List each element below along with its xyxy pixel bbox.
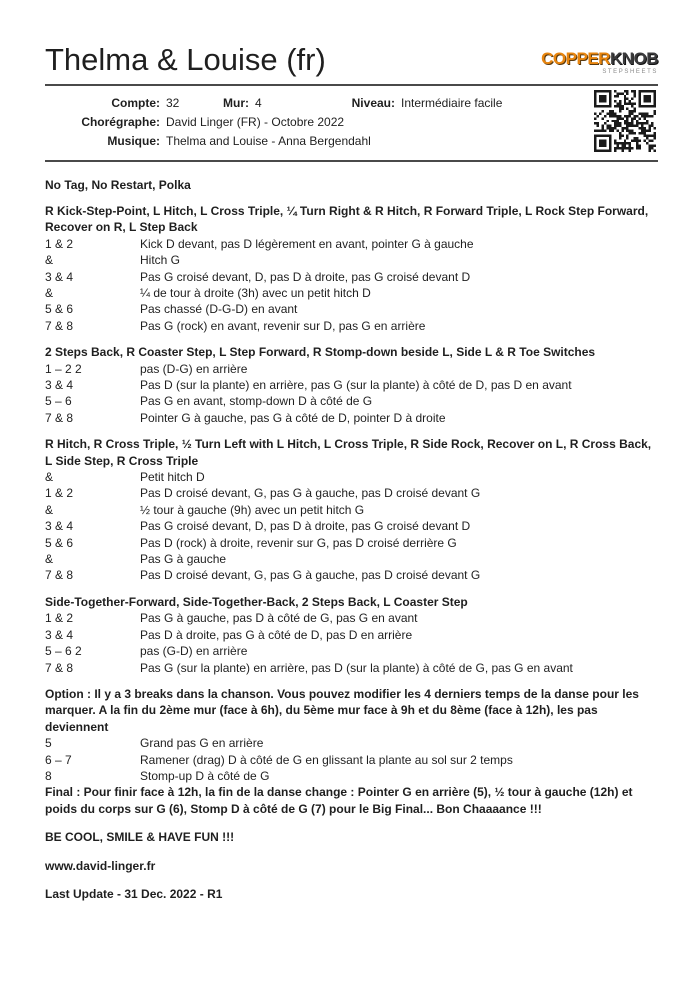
logo-copper-text: COPPER <box>541 48 610 68</box>
step-row <box>45 535 658 551</box>
step-text: Pas D croisé devant, G, pas G à gauche, pas D croisé devant G <box>140 486 481 501</box>
step-text: Pas G croisé devant, D, pas D à droite, pas G croisé devant D <box>140 269 471 284</box>
option-section <box>45 686 658 784</box>
music-value: Thelma and Louise - Anna Bergendahl <box>166 133 371 148</box>
step-text: Pas G en avant, stomp-down D à côté de G <box>140 394 373 409</box>
step-text: ½ tour à gauche (9h) avec un petit hitch G <box>140 502 365 517</box>
step-text: Pas G croisé devant, D, pas D à droite, pas G croisé devant D <box>140 519 471 534</box>
step-count: 6 – 7 <box>45 752 72 767</box>
section-4 <box>45 594 658 676</box>
section-2 <box>45 344 658 426</box>
count-value: 32 <box>166 95 180 110</box>
logo-knob-text: KNOB <box>609 48 658 68</box>
choreographer-value: David Linger (FR) - Octobre 2022 <box>166 114 345 129</box>
last-update-line: Last Update - 31 Dec. 2022 - R1 <box>45 886 223 901</box>
section-heading: R Kick-Step-Point, L Hitch, L Cross Triple, ¼ Turn Right & R Hitch, R Forward Triple, L Rock Step Forward, Recover on R, L Step Back <box>45 203 649 235</box>
step-count: 3 & 4 <box>45 519 74 534</box>
step-count: & <box>45 552 54 567</box>
step-text: Petit hitch D <box>140 470 205 485</box>
step-text: Pas G (sur la plante) en arrière, pas D (sur la plante) à côté de G, pas G en avant <box>140 660 573 675</box>
copperknob-logo-text <box>541 50 658 67</box>
count-label: Compte: <box>111 95 160 110</box>
step-count: & <box>45 285 54 300</box>
step-count: 8 <box>45 768 52 783</box>
step-row <box>45 361 658 377</box>
step-text: Pas chassé (D-G-D) en avant <box>140 302 298 317</box>
page-title: Thelma & Louise (fr) <box>45 42 326 77</box>
step-row <box>45 551 658 567</box>
wall-value: 4 <box>255 95 262 110</box>
step-count: 3 & 4 <box>45 378 74 393</box>
step-text: Pas D à droite, pas G à côté de D, pas D en arrière <box>140 627 413 642</box>
header-divider-bottom <box>45 160 658 162</box>
website-url: www.david-linger.fr <box>45 858 156 873</box>
step-text: pas (D-G) en arrière <box>140 361 248 376</box>
step-row <box>45 643 658 659</box>
step-count: 1 & 2 <box>45 236 74 251</box>
step-text: Pointer G à gauche, pas G à côté de D, pointer D à droite <box>140 410 446 425</box>
step-count: & <box>45 470 54 485</box>
wall-label: Mur: <box>223 95 249 110</box>
step-row <box>45 301 658 317</box>
final-note: Final : Pour finir face à 12h, la fin de la danse change : Pointer G en arrière (5), ½ tour à gauche (12h) et poids du corps sur G (6), Stomp D à côté de G (7) pour le Big Final... Bon Chaaaance !!! <box>45 785 633 816</box>
step-row <box>45 469 658 485</box>
section-3 <box>45 436 658 584</box>
step-count: 7 & 8 <box>45 660 74 675</box>
step-text: Pas D (rock) à droite, revenir sur G, pas D croisé derrière G <box>140 535 457 550</box>
qr-code <box>594 90 656 152</box>
step-text: Hitch G <box>140 253 181 268</box>
meta-section <box>45 86 658 160</box>
step-count: 5 – 6 2 <box>45 644 82 659</box>
step-row <box>45 610 658 626</box>
step-row <box>45 660 658 676</box>
step-text: Pas D (sur la plante) en arrière, pas G (sur la plante) à côté de D, pas D en avant <box>140 378 572 393</box>
step-row <box>45 485 658 501</box>
step-text: Kick D devant, pas D légèrement en avant, pointer G à gauche <box>140 236 474 251</box>
copperknob-logo <box>541 50 658 77</box>
step-text: ¼ de tour à droite (3h) avec un petit hitch D <box>140 285 371 300</box>
step-row <box>45 285 658 301</box>
step-row <box>45 627 658 643</box>
step-row <box>45 318 658 334</box>
option-heading: Option : Il y a 3 breaks dans la chanson. Vous pouvez modifier les 4 derniers temps de la danse pour les marquer. A la fin du 2ème mur (face à 6h), du 5ème mur face à 9h et du 8ème (face à 12h), les pas deviennent <box>45 686 639 734</box>
step-row <box>45 752 658 768</box>
dance-steps <box>45 177 658 903</box>
choreographer-label: Chorégraphe: <box>81 114 160 129</box>
step-count: & <box>45 253 54 268</box>
meta-grid <box>45 96 658 149</box>
step-text: pas (G-D) en arrière <box>140 644 248 659</box>
step-text: Ramener (drag) D à côté de G en glissant la plante au sol sur 2 temps <box>140 752 513 767</box>
level-value: Intermédiaire facile <box>401 95 503 110</box>
footer-fun-line: BE COOL, SMILE & HAVE FUN !!! <box>45 830 235 845</box>
step-count: 7 & 8 <box>45 318 74 333</box>
level-label: Niveau: <box>351 95 395 110</box>
step-count: 5 – 6 <box>45 394 72 409</box>
step-text: Pas D croisé devant, G, pas G à gauche, pas D croisé devant G <box>140 568 481 583</box>
step-text: Pas G (rock) en avant, revenir sur D, pas G en arrière <box>140 318 426 333</box>
step-count: & <box>45 502 54 517</box>
header <box>45 44 658 77</box>
step-count: 7 & 8 <box>45 410 74 425</box>
step-row <box>45 768 658 784</box>
step-text: Grand pas G en arrière <box>140 736 264 751</box>
step-row <box>45 269 658 285</box>
section-heading: Side-Together-Forward, Side-Together-Back, 2 Steps Back, L Coaster Step <box>45 594 468 609</box>
step-row <box>45 502 658 518</box>
step-count: 5 & 6 <box>45 535 74 550</box>
step-row <box>45 567 658 583</box>
section-heading: 2 Steps Back, R Coaster Step, L Step Forward, R Stomp-down beside L, Side L & R Toe Switches <box>45 345 596 360</box>
intro-line: No Tag, No Restart, Polka <box>45 177 191 192</box>
step-row <box>45 377 658 393</box>
logo-subtitle: STEPSHEETS <box>602 68 658 75</box>
step-count: 3 & 4 <box>45 627 74 642</box>
step-text: Stomp-up D à côté de G <box>140 768 270 783</box>
step-count: 3 & 4 <box>45 269 74 284</box>
step-row <box>45 236 658 252</box>
step-count: 5 & 6 <box>45 302 74 317</box>
step-text: Pas G à gauche <box>140 552 227 567</box>
step-row <box>45 518 658 534</box>
step-text: Pas G à gauche, pas D à côté de G, pas G en avant <box>140 611 418 626</box>
step-count: 7 & 8 <box>45 568 74 583</box>
step-row <box>45 410 658 426</box>
step-count: 1 & 2 <box>45 486 74 501</box>
music-label: Musique: <box>107 133 160 148</box>
step-row <box>45 252 658 268</box>
section-1 <box>45 203 658 334</box>
step-count: 1 & 2 <box>45 611 74 626</box>
step-row <box>45 735 658 751</box>
step-count: 5 <box>45 736 52 751</box>
section-heading: R Hitch, R Cross Triple, ½ Turn Left with L Hitch, L Cross Triple, R Side Rock, Recover on L, R Cross Back, L Side Step, R Cross Triple <box>45 437 652 468</box>
step-row <box>45 393 658 409</box>
step-count: 1 – 2 2 <box>45 361 82 376</box>
